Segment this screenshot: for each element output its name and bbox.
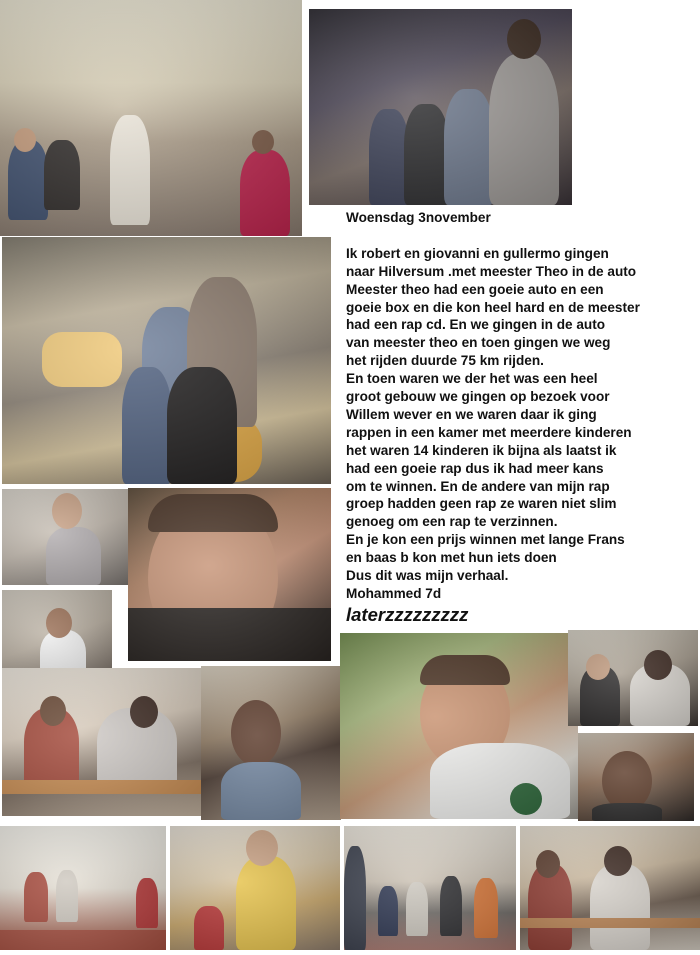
- boy-standing-photo: [2, 489, 128, 585]
- story-date: Woensdag 3november: [346, 210, 491, 225]
- story-line: En toen waren we der het was een heel: [346, 371, 598, 387]
- story-line: en baas b kon met hun iets doen: [346, 550, 557, 566]
- story-line: van meester theo en toen gingen we weg: [346, 335, 611, 351]
- story-line: Meester theo had een goeie auto en een: [346, 281, 604, 297]
- boy-portrait-photo: [201, 666, 341, 820]
- kids-watching-photo: [568, 630, 698, 726]
- story-line: had een rap cd. En we gingen in de auto: [346, 317, 606, 333]
- story-line: Willem wever en we waren daar ik ging: [346, 406, 597, 422]
- story-line: groot gebouw we gingen op bezoek voor: [346, 389, 610, 405]
- story-line: het rijden duurde 75 km rijden.: [346, 353, 544, 369]
- story-line: rappen in een kamer met meerdere kinderen: [346, 424, 632, 440]
- group-seated-photo: [344, 826, 516, 950]
- story-line: Dus dit was mijn verhaal.: [346, 568, 509, 584]
- workshop-table-photo: [2, 668, 201, 816]
- story-line: het waren 14 kinderen ik bijna als laatst ik: [346, 442, 617, 458]
- boy-peace-sign-photo: [340, 633, 578, 819]
- story-line: had een goeie rap dus ik had meer kans: [346, 460, 604, 476]
- story-line: Ik robert en giovanni en gullermo gingen: [346, 245, 609, 261]
- story-line: goeie box en die kon heel hard en de meester: [346, 299, 640, 315]
- story-line: En je kon een prijs winnen met lange Frans: [346, 532, 625, 548]
- boy-smiling-photo: [578, 733, 694, 821]
- boys-at-studio-photo: [309, 9, 572, 205]
- boys-posing-on-sofa-photo: [2, 237, 331, 484]
- story-closing: laterzzzzzzzzz: [346, 603, 469, 625]
- boy-in-yellow-shirt-photo: [170, 826, 340, 950]
- teachers-at-table-photo: [520, 826, 700, 950]
- cafeteria-photo: [0, 0, 302, 236]
- story-line: om te winnen. En de andere van mijn rap: [346, 478, 610, 494]
- story-text-block: [346, 209, 700, 626]
- story-line: groep hadden geen rap ze waren niet slim: [346, 496, 617, 512]
- boy-closeup-photo: [128, 488, 331, 661]
- story-line: naar Hilversum .met meester Theo in de auto: [346, 263, 637, 279]
- story-line: genoeg om een rap te verzinnen.: [346, 514, 558, 530]
- classroom-photo: [0, 826, 166, 950]
- story-signature: Mohammed 7d: [346, 586, 442, 602]
